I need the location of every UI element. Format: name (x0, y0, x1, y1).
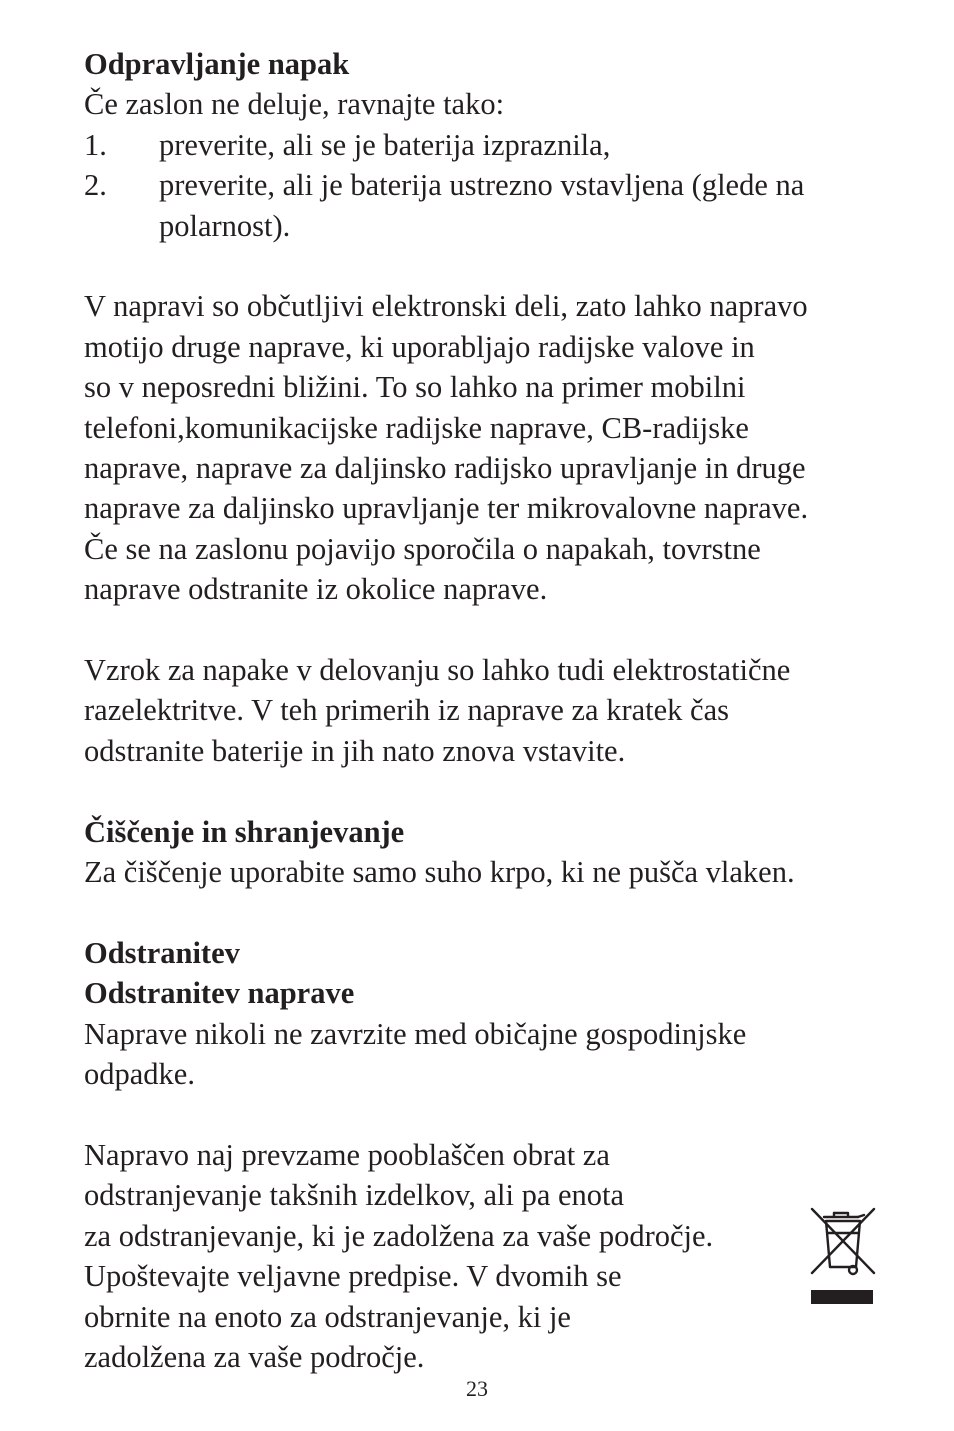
electrostatic-paragraph (84, 650, 894, 771)
text-line: Naprave nikoli ne zavrzite med običajne gospodinjske (84, 1016, 747, 1051)
text-line: obrnite na enoto za odstranjevanje, ki je (84, 1299, 571, 1334)
step-number: 2. (84, 168, 107, 203)
crossed-out-wheelie-bin-icon (806, 1203, 878, 1305)
text-line: Napravo naj prevzame pooblaščen obrat za (84, 1137, 610, 1172)
step-text: preverite, ali se je baterija izpraznila, (159, 127, 611, 162)
text-line: Upoštevajte veljavne predpise. V dvomih se (84, 1259, 622, 1294)
text-line: odstranjevanje takšnih izdelkov, ali pa enota (84, 1178, 625, 1213)
text-line: motijo druge naprave, ki uporabljajo radijske valove in (84, 329, 755, 364)
step-number: 1. (84, 127, 107, 162)
disposal-subheading: Odstranitev naprave (84, 976, 355, 1011)
text-line: naprave za daljinsko upravljanje ter mikrovalovne naprave. (84, 491, 809, 526)
disposal-authority-paragraph (84, 1135, 894, 1377)
text-line: razelektritve. V teh primerih iz naprave za kratek čas (84, 693, 729, 728)
text-line: Vzrok za napake v delovanju so lahko tudi elektrostatične (84, 653, 791, 688)
text-line: telefoni,komunikacijske radijske naprave, CB-radijske (84, 410, 749, 445)
troubleshooting-steps (84, 125, 894, 246)
troubleshooting-heading: Odpravljanje napak (84, 47, 350, 81)
text-line: zadolžena za vaše področje. (84, 1339, 425, 1374)
text-line: Če se na zaslonu pojavijo sporočila o napakah, tovrstne (84, 531, 761, 566)
list-item (84, 165, 894, 246)
troubleshooting-intro: Če zaslon ne deluje, ravnajte tako: (84, 87, 505, 122)
text-line: odstranite baterije in jih nato znova vstavite. (84, 733, 626, 768)
step-text: preverite, ali je baterija ustrezno vstavljena (glede na polarnost). (159, 168, 805, 243)
list-item (84, 125, 894, 165)
text-line: so v neposredni bližini. To so lahko na primer mobilni (84, 370, 746, 405)
text-line: za odstranjevanje, ki je zadolžena za vaše področje. (84, 1218, 714, 1253)
text-line: naprave odstranite iz okolice naprave. (84, 572, 548, 607)
disposal-paragraph (84, 1014, 894, 1095)
text-line: naprave, naprave za daljinsko radijsko upravljanje in druge (84, 451, 806, 486)
manual-page (84, 44, 894, 1377)
cleaning-heading: Čiščenje in shranjevanje (84, 814, 405, 849)
text-line: V napravi so občutljivi elektronski deli, zato lahko napravo (84, 289, 808, 324)
cleaning-text: Za čiščenje uporabite samo suho krpo, ki ne pušča vlaken. (84, 855, 795, 890)
interference-paragraph (84, 286, 894, 609)
page-number: 23 (466, 1376, 488, 1401)
text-line: odpadke. (84, 1057, 195, 1092)
disposal-heading: Odstranitev (84, 935, 240, 970)
